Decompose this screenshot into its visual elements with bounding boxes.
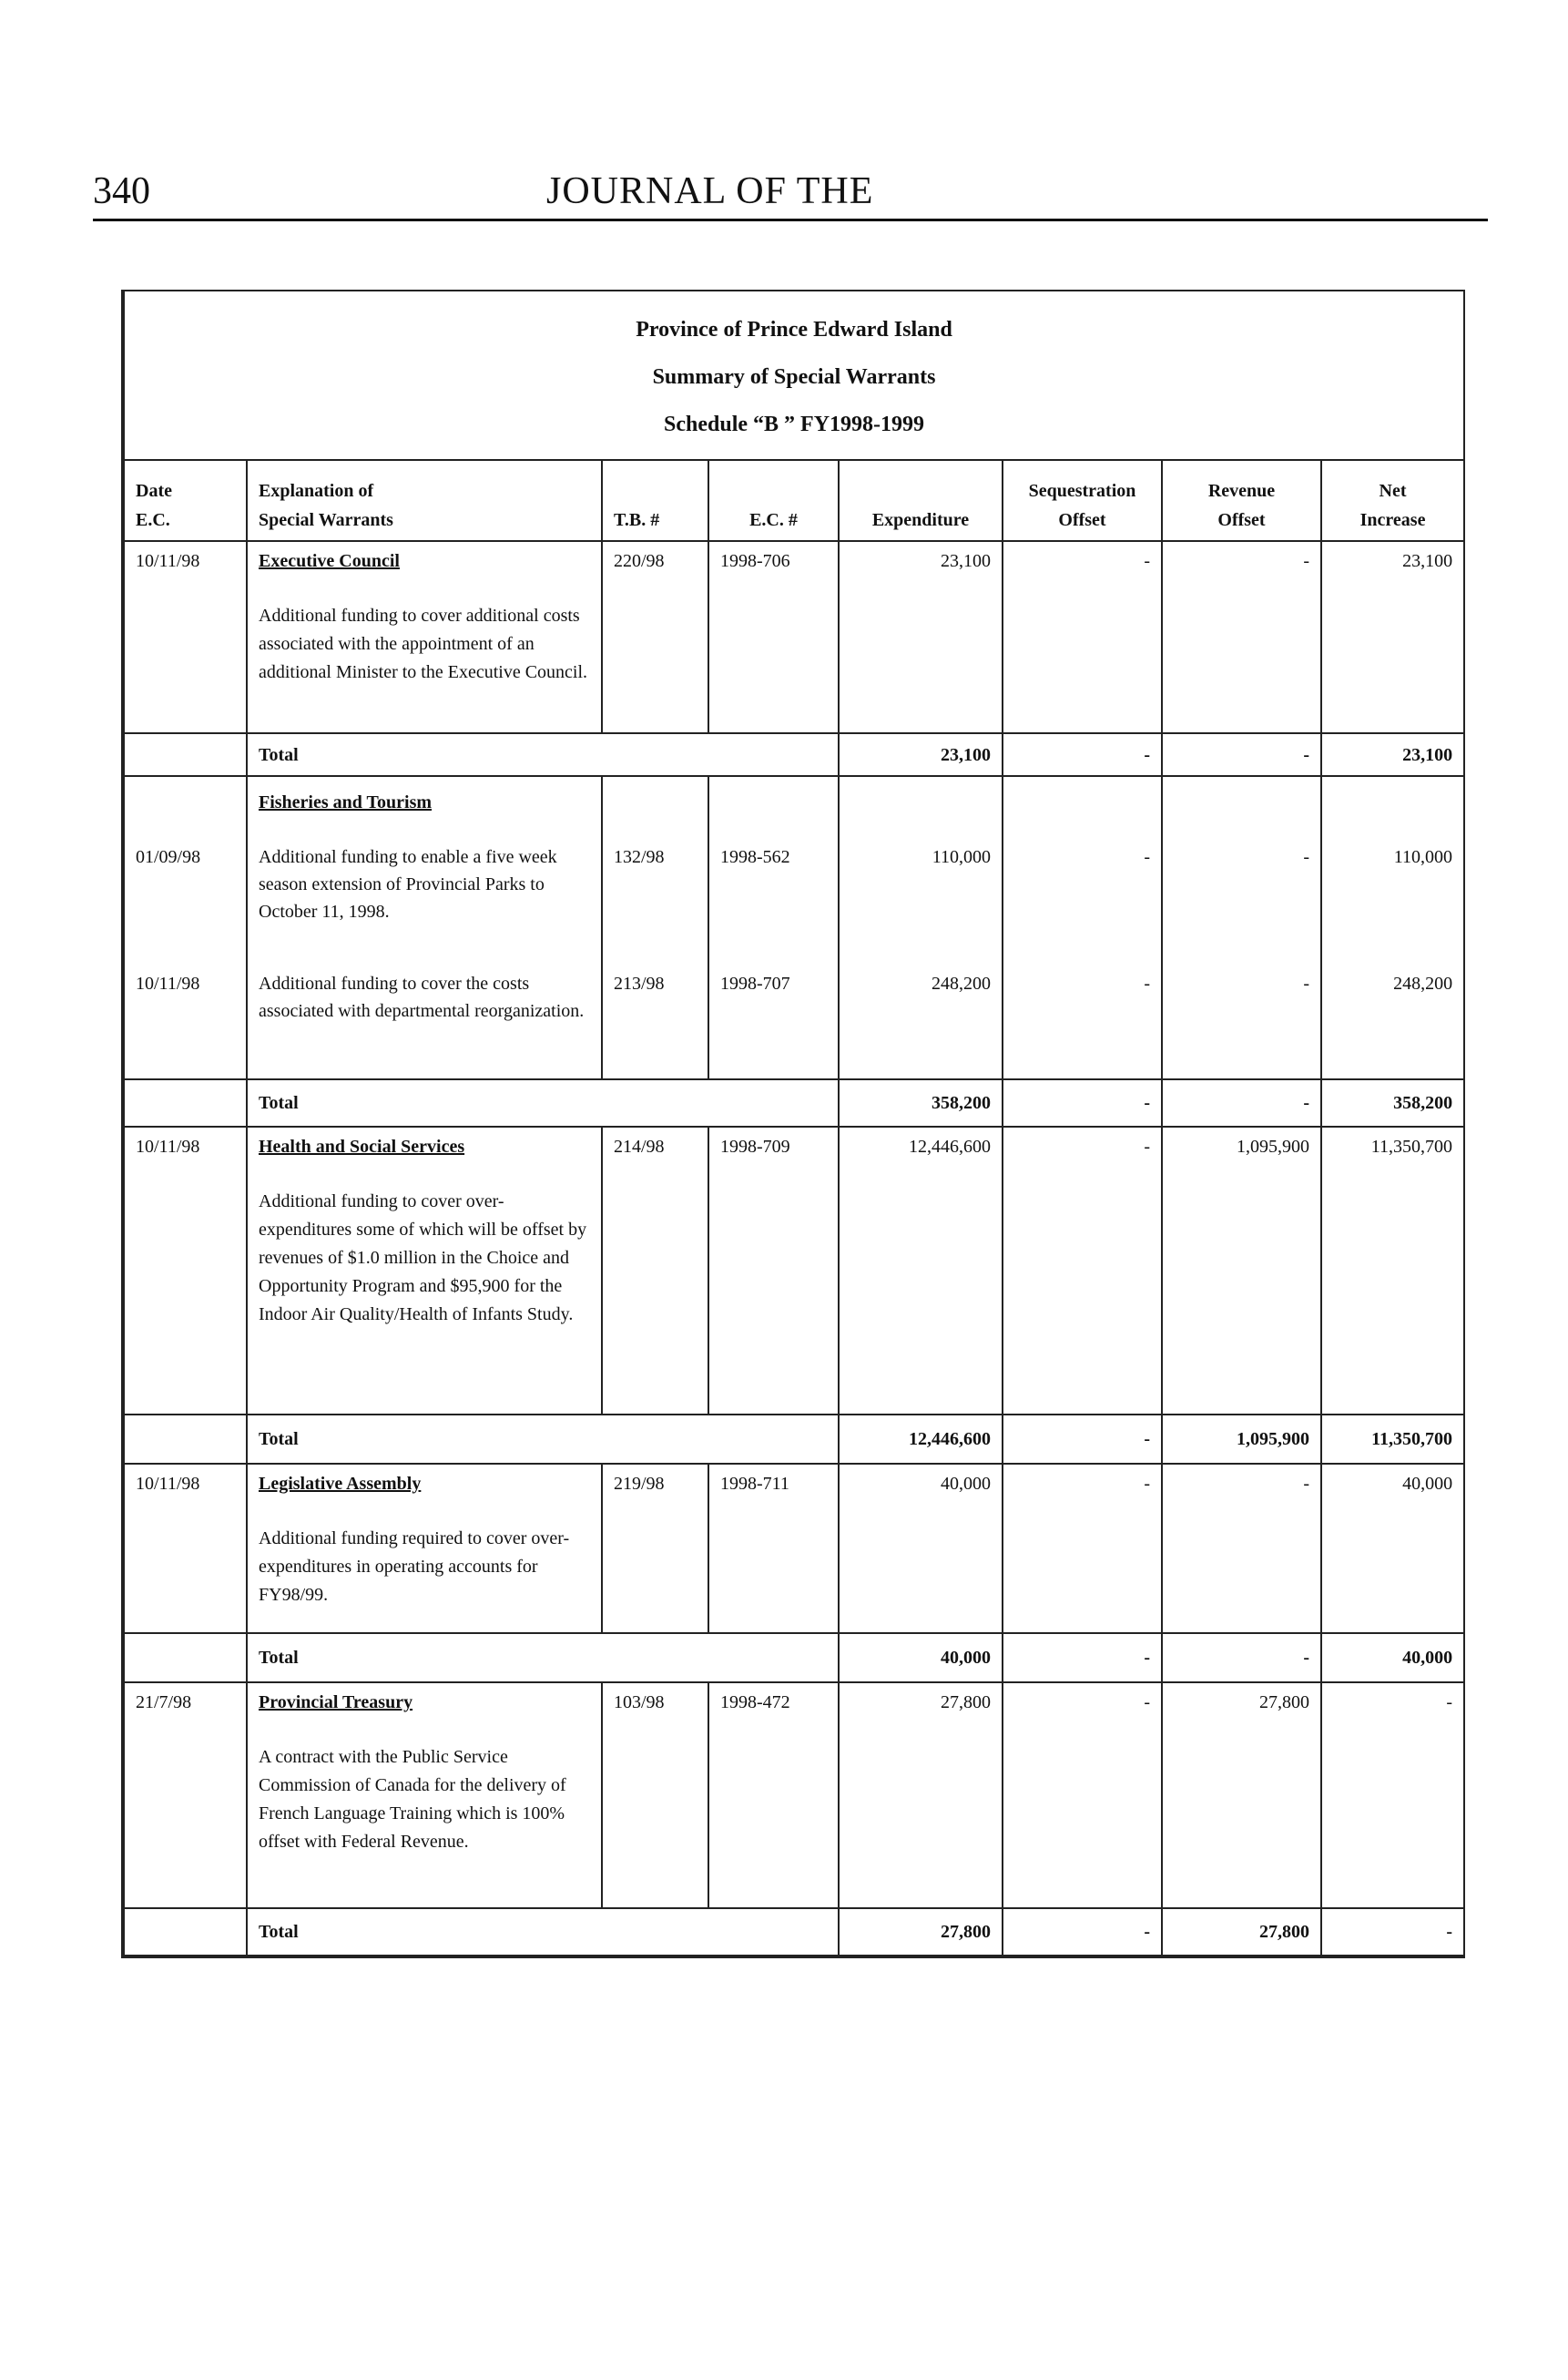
col-net-line1: Net: [1379, 480, 1407, 501]
row-net: -: [1321, 1682, 1464, 1908]
col-explanation-line1: Explanation of: [259, 480, 374, 501]
table-row: [124, 776, 1464, 822]
total-expenditure: 23,100: [839, 733, 1003, 777]
row-net: 11,350,700: [1321, 1127, 1464, 1415]
row-ec: 1998-472: [708, 1682, 839, 1908]
total-net: -: [1321, 1908, 1464, 1956]
row-tb: 132/98: [602, 822, 708, 965]
row-revenue: -: [1162, 965, 1321, 1079]
table-row: [124, 541, 1464, 733]
col-sequestration: [1003, 460, 1162, 541]
schedule-title: [124, 291, 1464, 460]
col-tb: T.B. #: [602, 460, 708, 541]
row-net: 248,200: [1321, 965, 1464, 1079]
total-revenue: 27,800: [1162, 1908, 1321, 1956]
row-explanation: [247, 1682, 602, 1908]
total-label: Total: [247, 1079, 602, 1127]
running-head: JOURNAL OF THE: [546, 170, 874, 212]
row-revenue: -: [1162, 541, 1321, 733]
total-label: Total: [247, 1415, 602, 1464]
row-date: 10/11/98: [124, 541, 247, 733]
total-sequestration: -: [1003, 1415, 1162, 1464]
col-date-line1: Date: [136, 480, 172, 501]
row-ec: 1998-707: [708, 965, 839, 1079]
total-revenue: -: [1162, 1079, 1321, 1127]
row-ec: 1998-706: [708, 541, 839, 733]
row-explanation: [247, 541, 602, 733]
total-expenditure: 358,200: [839, 1079, 1003, 1127]
total-net: 40,000: [1321, 1633, 1464, 1682]
warrant-description: Additional funding to cover additional costs associated with the appointment of an additional Minister to the Executive Council.: [259, 605, 588, 682]
row-revenue: -: [1162, 822, 1321, 965]
department-heading: Executive Council: [259, 550, 400, 571]
warrant-description: Additional funding to cover over-expenditures some of which will be offset by revenues of $1.0 million in the Choice and Opportunity Program and $95,900 for the Indoor Air Quality/Health of Infants Study.: [259, 1191, 587, 1325]
title-line-2: Summary of Special Warrants: [652, 365, 936, 389]
row-tb: 214/98: [602, 1127, 708, 1415]
row-date: 10/11/98: [124, 1127, 247, 1415]
row-expenditure: 110,000: [839, 822, 1003, 965]
total-label: Total: [247, 733, 602, 777]
department-heading: Fisheries and Tourism: [259, 792, 433, 813]
row-tb: 103/98: [602, 1682, 708, 1908]
title-line-3: Schedule “B ” FY1998-1999: [664, 413, 925, 436]
row-expenditure: 248,200: [839, 965, 1003, 1079]
row-expenditure: 40,000: [839, 1464, 1003, 1633]
table-row: [124, 1682, 1464, 1908]
row-tb: 213/98: [602, 965, 708, 1079]
row-tb: 220/98: [602, 541, 708, 733]
row-net: 23,100: [1321, 541, 1464, 733]
row-sequestration: -: [1003, 965, 1162, 1079]
total-revenue: -: [1162, 733, 1321, 777]
row-sequestration: -: [1003, 1464, 1162, 1633]
total-revenue: -: [1162, 1633, 1321, 1682]
row-date: 21/7/98: [124, 1682, 247, 1908]
row-revenue: 27,800: [1162, 1682, 1321, 1908]
row-sequestration: -: [1003, 822, 1162, 965]
total-sequestration: -: [1003, 1633, 1162, 1682]
row-net: 40,000: [1321, 1464, 1464, 1633]
col-revenue-line2: Offset: [1217, 509, 1266, 530]
col-explanation: [247, 460, 602, 541]
total-expenditure: 40,000: [839, 1633, 1003, 1682]
col-date: [124, 460, 247, 541]
table-row: [124, 822, 1464, 965]
total-revenue: 1,095,900: [1162, 1415, 1321, 1464]
row-explanation: [247, 1464, 602, 1633]
total-label: Total: [247, 1633, 602, 1682]
special-warrants-schedule: [121, 290, 1465, 1958]
total-row: [124, 733, 1464, 777]
department-heading: Provincial Treasury: [259, 1692, 413, 1713]
warrant-description: A contract with the Public Service Commission of Canada for the delivery of French Language Training which is 100% offset with Federal Revenue.: [259, 1747, 566, 1853]
total-row: [124, 1908, 1464, 1956]
total-label: Total: [247, 1908, 602, 1956]
row-revenue: -: [1162, 1464, 1321, 1633]
total-net: 358,200: [1321, 1079, 1464, 1127]
warrant-description: Additional funding required to cover over-expenditures in operating accounts for FY98/99.: [259, 1528, 570, 1606]
col-sequestration-line1: Sequestration: [1028, 480, 1136, 501]
row-tb: 219/98: [602, 1464, 708, 1633]
row-date: 01/09/98: [124, 822, 247, 965]
row-ec: 1998-562: [708, 822, 839, 965]
total-net: 11,350,700: [1321, 1415, 1464, 1464]
warrant-description: Additional funding to cover the costs associated with departmental reorganization.: [247, 965, 602, 1079]
col-sequestration-line2: Offset: [1058, 509, 1106, 530]
row-sequestration: -: [1003, 1682, 1162, 1908]
row-date: 10/11/98: [124, 965, 247, 1079]
col-date-line2: E.C.: [136, 509, 170, 530]
total-sequestration: -: [1003, 1908, 1162, 1956]
total-sequestration: -: [1003, 733, 1162, 777]
col-revenue-line1: Revenue: [1207, 480, 1276, 501]
warrant-description: Additional funding to enable a five week season extension of Provincial Parks to October 11, 1998.: [247, 822, 602, 965]
row-expenditure: 23,100: [839, 541, 1003, 733]
total-row: [124, 1633, 1464, 1682]
total-expenditure: 27,800: [839, 1908, 1003, 1956]
col-expenditure: Expenditure: [839, 460, 1003, 541]
row-sequestration: -: [1003, 541, 1162, 733]
row-sequestration: -: [1003, 1127, 1162, 1415]
total-sequestration: -: [1003, 1079, 1162, 1127]
table-row: [124, 1127, 1464, 1415]
row-ec: 1998-711: [708, 1464, 839, 1633]
row-explanation: [247, 1127, 602, 1415]
department-heading: Health and Social Services: [259, 1137, 465, 1158]
total-expenditure: 12,446,600: [839, 1415, 1003, 1464]
title-line-1: Province of Prince Edward Island: [636, 318, 952, 342]
total-row: [124, 1415, 1464, 1464]
total-row: [124, 1079, 1464, 1127]
col-revenue: [1162, 460, 1321, 541]
row-date: 10/11/98: [124, 1464, 247, 1633]
col-net-line2: Increase: [1359, 509, 1426, 530]
col-net: [1321, 460, 1464, 541]
page-number: 340: [93, 170, 150, 212]
col-ec: E.C. #: [708, 460, 839, 541]
header-rule: [93, 219, 1488, 221]
col-explanation-line2: Special Warrants: [259, 509, 393, 530]
total-net: 23,100: [1321, 733, 1464, 777]
department-heading: Legislative Assembly: [259, 1474, 422, 1495]
schedule-table: [123, 291, 1465, 1956]
row-ec: 1998-709: [708, 1127, 839, 1415]
table-row: [124, 1464, 1464, 1633]
row-expenditure: 12,446,600: [839, 1127, 1003, 1415]
row-revenue: 1,095,900: [1162, 1127, 1321, 1415]
table-row: [124, 965, 1464, 1079]
row-expenditure: 27,800: [839, 1682, 1003, 1908]
row-net: 110,000: [1321, 822, 1464, 965]
